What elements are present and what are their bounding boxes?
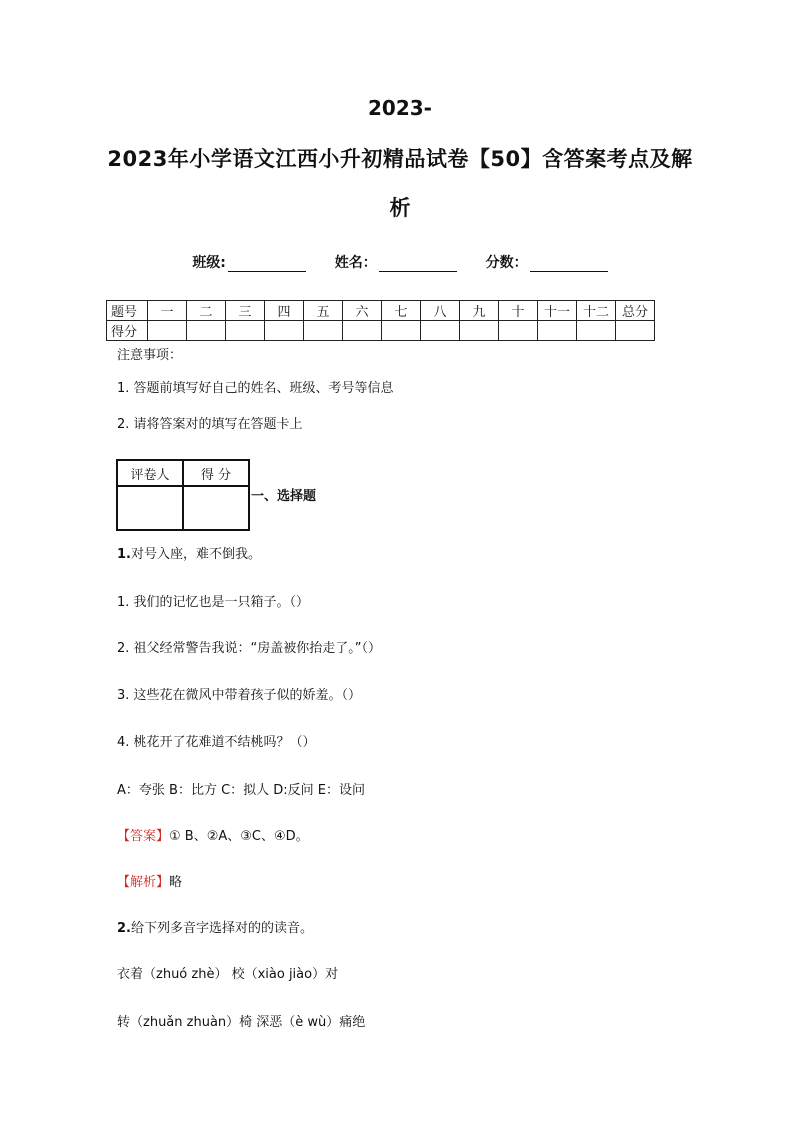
name-field: [335, 252, 457, 272]
question-number: 2.: [117, 921, 131, 936]
doc-title-line2: 2023年小学语文江西小升初精品试卷【50】含答案考点及解: [107, 147, 693, 171]
score-col-header: 五: [304, 301, 343, 321]
grader-score-cell: [183, 486, 249, 530]
question-line: 转（zhuǎn zhuàn）椅 深恶（è wù）痛绝: [117, 1015, 366, 1030]
score-cell: [382, 321, 421, 341]
grader-col-label: 评卷人: [117, 460, 183, 486]
question-1-stem: [117, 543, 261, 562]
question-2-stem: [117, 917, 313, 936]
grader-table: [116, 459, 250, 531]
explanation-text: 略: [169, 875, 183, 890]
answer-line: [117, 825, 309, 844]
answer-tag: 【答案】: [117, 829, 170, 844]
score-col-header: 八: [421, 301, 460, 321]
score-col-header: 十二: [577, 301, 616, 321]
question-text: 对号入座，难不倒我。: [130, 547, 261, 562]
question-line: 衣着（zhuó zhè） 校（xiào jiào）对: [117, 967, 339, 982]
score-table-row1-label: 题号: [107, 301, 148, 321]
student-info-line: [0, 252, 800, 272]
score-table: [106, 300, 655, 341]
answer-text: ① B、②A、③C、④D。: [169, 829, 309, 844]
question-text: 给下列多音字选择对的的读音。: [130, 921, 313, 936]
section-title: 一、选择题: [251, 489, 317, 504]
score-cell: [304, 321, 343, 341]
question-item: 3. 这些花在微风中带着孩子似的娇羞。（）: [117, 688, 362, 703]
name-blank: [379, 257, 457, 272]
note-item: 1. 答题前填写好自己的姓名、班级、考号等信息: [117, 381, 394, 396]
score-cell: [265, 321, 304, 341]
score-table-score-row: [107, 321, 655, 341]
score-cell: [538, 321, 577, 341]
score-table-header-row: [107, 301, 655, 321]
score-blank: [530, 257, 608, 272]
score-col-header: 七: [382, 301, 421, 321]
question-item: 4. 桃花开了花难道不结桃吗？（）: [117, 735, 316, 750]
doc-title-line3: 析: [389, 196, 411, 220]
score-field: [486, 252, 608, 272]
score-col-header: 总分: [616, 301, 655, 321]
class-field: [192, 252, 306, 272]
score-cell: [577, 321, 616, 341]
note-item: 2. 请将答案对的填写在答题卡上: [117, 417, 303, 432]
score-col-header: 六: [343, 301, 382, 321]
score-cell: [343, 321, 382, 341]
doc-title-line1: 2023-: [368, 96, 432, 120]
score-cell: [460, 321, 499, 341]
score-label: 分数：: [485, 255, 528, 271]
score-col-header: 十一: [538, 301, 577, 321]
score-col-header: 十: [499, 301, 538, 321]
score-col-header: 三: [226, 301, 265, 321]
question-options: A：夸张 B：比方 C：拟人 D:反问 E：设问: [117, 783, 366, 798]
score-cell: [187, 321, 226, 341]
question-number: 1.: [117, 547, 131, 562]
score-col-header: 二: [187, 301, 226, 321]
score-col-header: 九: [460, 301, 499, 321]
explanation-tag: 【解析】: [117, 875, 170, 890]
score-col-header: 一: [148, 301, 187, 321]
score-table-row2-label: 得分: [107, 321, 148, 341]
explanation-line: [117, 871, 182, 890]
grader-cell: [117, 486, 183, 530]
score-cell: [499, 321, 538, 341]
score-cell: [226, 321, 265, 341]
name-label: 姓名：: [334, 255, 377, 271]
question-item: 1. 我们的记忆也是一只箱子。（）: [117, 595, 310, 610]
class-label: 班级:: [192, 255, 226, 271]
score-cell: [616, 321, 655, 341]
class-blank: [228, 257, 306, 272]
notes-title: 注意事项：: [117, 348, 183, 363]
question-item: 2. 祖父经常警告我说：“房盖被你抬走了。”（）: [117, 641, 382, 656]
score-cell: [421, 321, 460, 341]
score-col-label: 得 分: [183, 460, 249, 486]
score-cell: [148, 321, 187, 341]
score-col-header: 四: [265, 301, 304, 321]
